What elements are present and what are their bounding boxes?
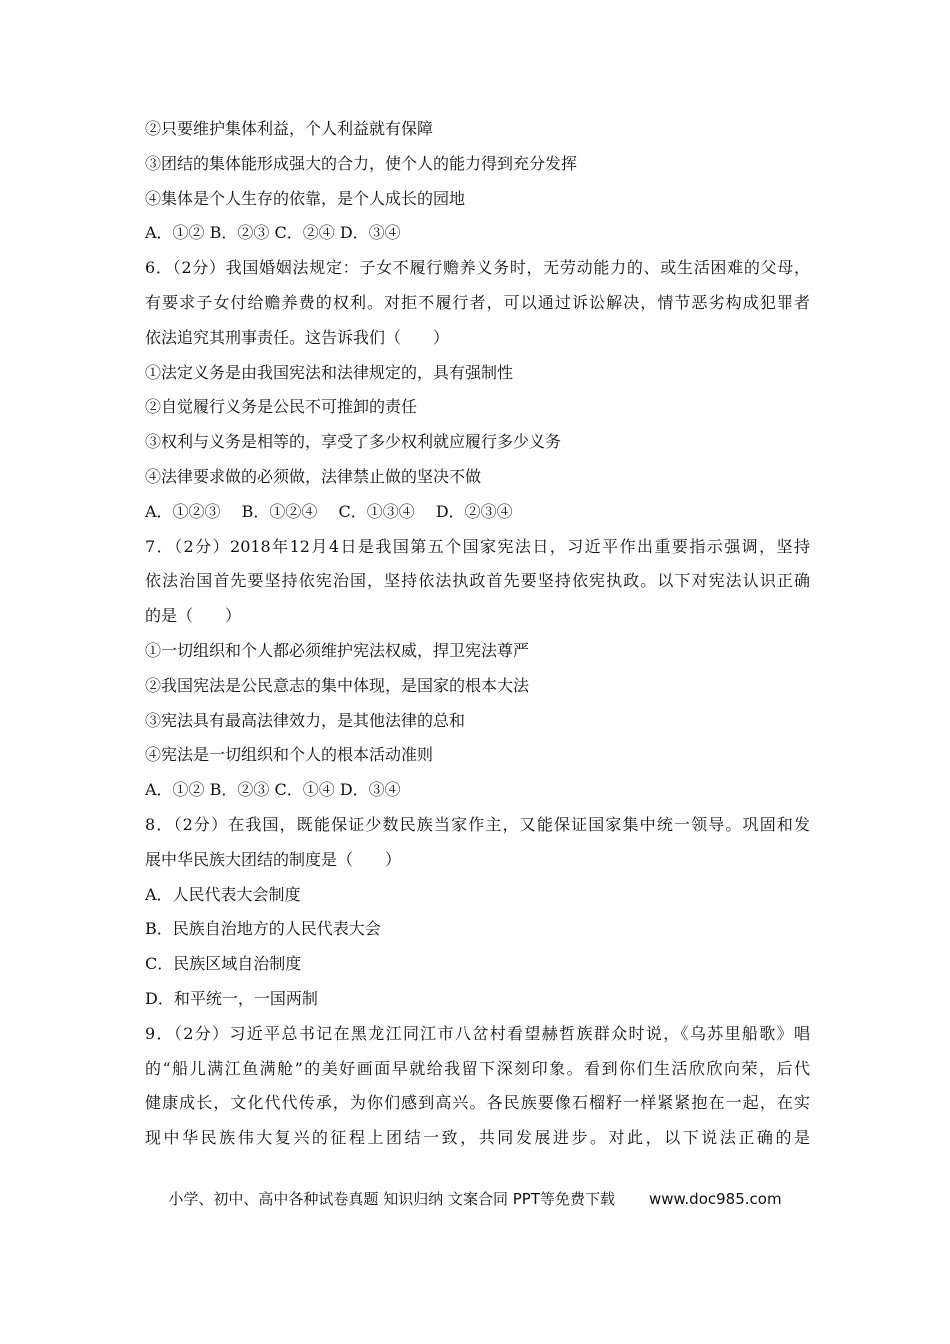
- question-6-text: 依法追究其刑事责任。这告诉我们（ ）: [145, 327, 450, 347]
- text-line: ①一切组织和个人都必须维护宪法权威，捍卫宪法尊严: [145, 640, 530, 660]
- question-8-text: 展中华民族大团结的制度是（ ）: [145, 849, 402, 869]
- text-line: ③团结的集体能形成强大的合力，使个人的能力得到充分发挥: [145, 153, 578, 173]
- question-6-text: 有要求子女付给赡养费的权利。对拒不履行者，可以通过诉讼解决，情节恶劣构成犯罪者: [145, 292, 810, 312]
- question-7-text: 依法治国首先要坚持依宪治国，坚持依法执政首先要坚持依宪执政。以下对宪法认识正确: [145, 571, 810, 591]
- question-7-text: 的是（ ）: [145, 606, 242, 626]
- answer-options: A．①②③ B．①②④ C．①③④ D．②③④: [145, 501, 513, 521]
- text-line: ③宪法具有最高法律效力，是其他法律的总和: [145, 710, 466, 730]
- answer-option: C．民族区域自治制度: [145, 954, 302, 974]
- footer-text: 小学、初中、高中各种试卷真题 知识归纳 文案合同 PPT等免费下载: [168, 1190, 615, 1208]
- answer-option: D．和平统一，一国两制: [145, 988, 318, 1008]
- answer-options: A．①② B．②③ C．②④ D．③④: [145, 223, 401, 243]
- text-line: ④集体是个人生存的依靠，是个人成长的园地: [145, 188, 466, 208]
- document-body: [145, 112, 810, 1156]
- question-9-text: 的“船儿满江鱼满舱”的美好画面早就给我留下深刻印象。看到你们生活欣欣向荣，后代: [145, 1058, 810, 1078]
- question-9-text: 健康成长，文化代代传承，为你们感到高兴。各民族要像石榴籽一样紧紧抱在一起，在实: [145, 1093, 810, 1113]
- text-line: ④宪法是一切组织和个人的根本活动准则: [145, 745, 434, 765]
- question-9-text: 9．（2分）习近平总书记在黑龙江同江市八岔村看望赫哲族群众时说，《乌苏里船歌》唱: [145, 1023, 810, 1043]
- answer-options: A．①② B．②③ C．①④ D．③④: [145, 780, 401, 800]
- question-6-text: 6．（2分）我国婚姻法规定：子女不履行赡养义务时，无劳动能力的、或生活困难的父母，: [145, 258, 810, 278]
- text-line: ③权利与义务是相等的，享受了多少权利就应履行多少义务: [145, 432, 562, 452]
- question-7-text: 7．（2分）2018年12月4日是我国第五个国家宪法日，习近平作出重要指示强调，坚持: [145, 536, 810, 556]
- text-line: ④法律要求做的必须做，法律禁止做的坚决不做: [145, 466, 482, 486]
- text-line: ②只要维护集体利益，个人利益就有保障: [145, 119, 434, 138]
- question-8-text: 8．（2分）在我国，既能保证少数民族当家作主，又能保证国家集中统一领导。巩固和发: [145, 814, 810, 834]
- text-line: ②我国宪法是公民意志的集中体现，是国家的根本大法: [145, 675, 530, 695]
- text-line: ①法定义务是由我国宪法和法律规定的，具有强制性: [145, 362, 514, 382]
- answer-option: A．人民代表大会制度: [145, 884, 301, 904]
- footer-url: www.doc985.com: [648, 1190, 782, 1208]
- text-line: ②自觉履行义务是公民不可推卸的责任: [145, 397, 418, 417]
- question-9-text: 现中华民族伟大复兴的征程上团结一致，共同发展进步。对此，以下说法正确的是: [145, 1128, 810, 1148]
- answer-option: B．民族自治地方的人民代表大会: [145, 919, 381, 939]
- page-footer: [0, 1188, 950, 1209]
